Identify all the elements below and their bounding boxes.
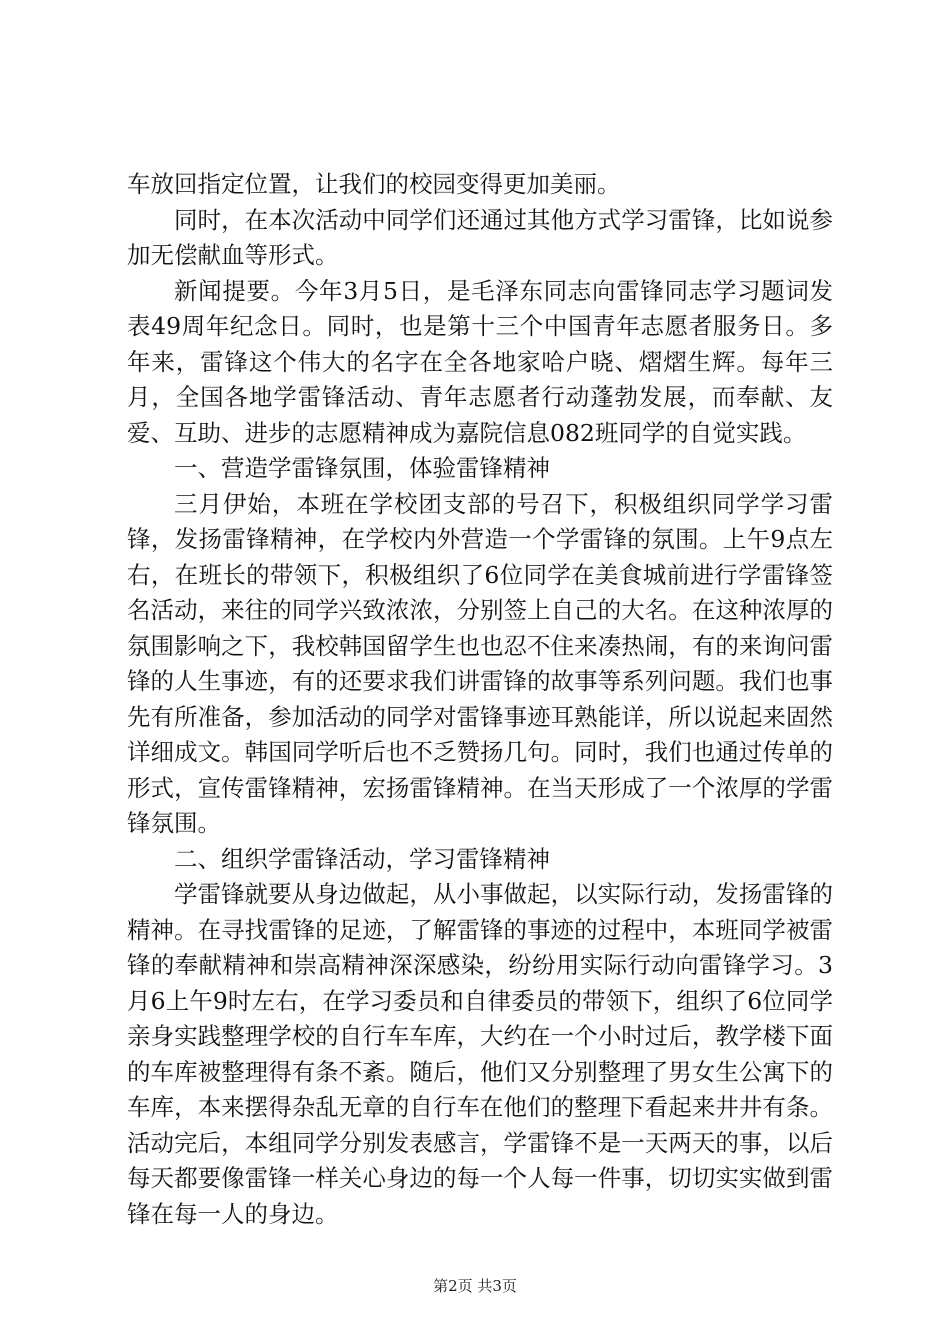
page-footer: [0, 1276, 950, 1296]
paragraph-section-1: 三月伊始，本班在学校团支部的号召下，积极组织同学学习雷锋，发扬雷锋精神，在学校内外营造一个学雷锋的氛围。上午9点左右，在班长的带领下，积极组织了6位同学在美食城前进行学雷锋签名活动，来往的同学兴致浓浓，分别签上自己的大名。在这种浓厚的氛围影响之下，我校韩国留学生也也忍不住来凑热闹，有的来询问雷锋的人生事迹，有的还要求我们讲雷锋的故事等系列问题。我们也事先有所准备，参加活动的同学对雷锋事迹耳熟能详，所以说起来固然详细成文。韩国同学听后也不乏赞扬几句。同时，我们也通过传单的形式，宣传雷锋精神，宏扬雷锋精神。在当天形成了一个浓厚的学雷锋氛围。: [127, 489, 833, 837]
page-number-label: 第2页 共3页: [433, 1277, 517, 1295]
paragraph-news-summary: 新闻提要。今年3月5日，是毛泽东同志向雷锋同志学习题词发表49周年纪念日。同时，也是第十三个中国青年志愿者服务日。多年来，雷锋这个伟大的名字在全各地家哈户晓、熠熠生辉。每年三月，全国各地学雷锋活动、青年志愿者行动蓬勃发展，而奉献、友爱、互助、进步的志愿精神成为嘉院信息082班同学的自觉实践。: [127, 276, 833, 447]
section-heading-2: 二、组织学雷锋活动，学习雷锋精神: [174, 844, 550, 873]
paragraph-blood-donation: 同时，在本次活动中同学们还通过其他方式学习雷锋，比如说参加无偿献血等形式。: [127, 205, 833, 269]
document-body: [127, 167, 833, 1232]
paragraph-continuation: 车放回指定位置，让我们的校园变得更加美丽。: [127, 170, 621, 198]
paragraph-section-2: 学雷锋就要从身边做起，从小事做起，以实际行动，发扬雷锋的精神。在寻找雷锋的足迹，了解雷锋的事迹的过程中，本班同学被雷锋的奉献精神和崇高精神深深感染，纷纷用实际行动向雷锋学习。3月6上午9时左右，在学习委员和自律委员的带领下，组织了6位同学亲身实践整理学校的自行车车库，大约在一个小时过后，教学楼下面的车库被整理得有条不紊。随后，他们又分别整理了男女生公寓下的车库，本来摆得杂乱无章的自行车在他们的整理下看起来井井有条。活动完后，本组同学分别发表感言，学雷锋不是一天两天的事，以后每天都要像雷锋一样关心身边的每一个人每一件事，切切实实做到雷锋在每一人的身边。: [127, 880, 833, 1228]
section-heading-1: 一、营造学雷锋氛围，体验雷锋精神: [174, 454, 550, 482]
